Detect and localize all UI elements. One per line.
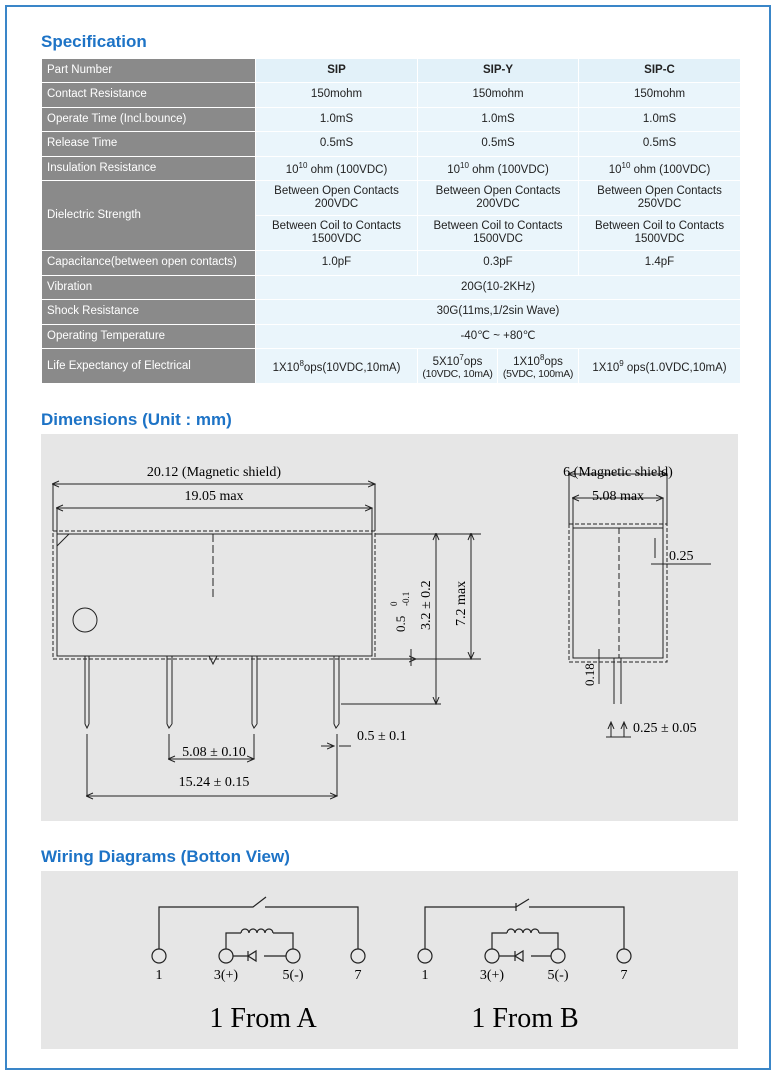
dim-shield-thickness: 0.25 [669, 549, 694, 564]
dim-shield-width: 6 (Magnetic shield) [563, 465, 673, 480]
table-header-row [42, 59, 741, 83]
header-sip-c: SIP-C [579, 59, 741, 83]
cell-value: $10^{10}$ ohm (100VDC) [418, 156, 579, 181]
pins [85, 656, 339, 728]
dim-shield-length: 20.12 (Magnetic shield) [146, 465, 282, 480]
table-row [42, 300, 741, 325]
cell-value: 150mohm [579, 83, 741, 108]
cell-value: Between Coil to Contacts 1500VDC [256, 216, 418, 251]
wiring-panel [41, 871, 738, 1049]
table-row [42, 83, 741, 108]
cell-value: Between Open Contacts 200VDC [418, 181, 579, 216]
cell-value: 150mohm [256, 83, 418, 108]
row-label: Capacitance(between open contacts) [42, 251, 256, 276]
cell-value: $10^{10}$ ohm (100VDC) [579, 156, 741, 181]
row-label: Release Time [42, 132, 256, 157]
row-label: Contact Resistance [42, 83, 256, 108]
dim-tol-lower: -0.1 [401, 591, 411, 606]
cell-value: 150mohm [418, 83, 579, 108]
row-label: Vibration [42, 275, 256, 300]
dim-pin-span: 15.24 ± 0.15 [178, 775, 250, 790]
table-row [42, 251, 741, 276]
row-label: Life Expectancy of Electrical [42, 349, 256, 384]
cell-value: 1.0mS [256, 107, 418, 132]
end-body [573, 528, 663, 658]
cell-value: $1X10^9$ ops(1.0VDC,10mA) [579, 349, 741, 384]
dim-body-width: 5.08 max [591, 489, 645, 504]
diagram-b-title: 1 From B [471, 1003, 579, 1034]
header-sip: SIP [256, 59, 418, 83]
cell-value: 0.5mS [418, 132, 579, 157]
cell-value: $1X10^8ops$ (5VDC, 100mA) [498, 349, 579, 384]
table-row [42, 132, 741, 157]
dim-pin-thickness: 0.25 ± 0.05 [633, 721, 697, 736]
row-label: Shock Resistance [42, 300, 256, 325]
pin-label: 1 [155, 968, 163, 983]
wiring-diagram-b [418, 899, 631, 963]
dim-pin-width: 0.5 ± 0.1 [357, 729, 407, 744]
dim-pin-offset: 0.5 [393, 615, 408, 632]
pin-label: 5(-) [282, 968, 304, 983]
cell-value: Between Coil to Contacts 1500VDC [579, 216, 741, 251]
cell-value: Between Coil to Contacts 1500VDC [418, 216, 579, 251]
pin-label: 7 [620, 968, 628, 983]
dimensions-drawing [41, 434, 738, 821]
table-row [42, 181, 741, 216]
cell-value: 20G(10-2KHz) [256, 275, 741, 300]
cell-value: Between Open Contacts 250VDC [579, 181, 741, 216]
dim-pin-side: 0.18 [582, 663, 597, 686]
header-part-number: Part Number [42, 59, 256, 83]
cell-value: $10^{10}$ ohm (100VDC) [256, 156, 418, 181]
cell-value: Between Open Contacts 200VDC [256, 181, 418, 216]
wiring-drawing [41, 871, 738, 1049]
cell-value: 0.5mS [579, 132, 741, 157]
cell-value: 1.0mS [579, 107, 741, 132]
pin-label: 5(-) [547, 968, 569, 983]
cell-value: 1.4pF [579, 251, 741, 276]
cell-value: $5X10^7ops$ (10VDC, 10mA) [418, 349, 498, 384]
table-row [42, 349, 741, 384]
row-label: Operating Temperature [42, 324, 256, 349]
cell-value: 0.5mS [256, 132, 418, 157]
wiring-heading: Wiring Diagrams (Botton View) [41, 847, 290, 866]
dim-pin-height: 3.2 ± 0.2 [419, 580, 434, 630]
wiring-diagram-a [152, 897, 365, 963]
header-sip-y: SIP-Y [418, 59, 579, 83]
diagram-a-title: 1 From A [209, 1003, 317, 1034]
dim-total-height: 7.2 max [454, 580, 469, 626]
table-row [42, 275, 741, 300]
pin-label: 7 [354, 968, 362, 983]
row-label: Operate Time (Incl.bounce) [42, 107, 256, 132]
cell-value: 0.3pF [418, 251, 579, 276]
table-row [42, 324, 741, 349]
dimensions-heading: Dimensions (Unit : mm) [41, 410, 232, 429]
relay-body [57, 534, 372, 656]
table-row [42, 156, 741, 181]
dim-body-length: 19.05 max [184, 489, 244, 504]
row-label: Insulation Resistance [42, 156, 256, 181]
spec-table [41, 58, 741, 384]
dim-pin-pitch: 5.08 ± 0.10 [182, 745, 246, 760]
cell-value: $1X10^8ops(10VDC,10mA)$ [256, 349, 418, 384]
row-label: Dielectric Strength [42, 181, 256, 251]
cell-value: 1.0mS [418, 107, 579, 132]
end-pin [614, 658, 621, 704]
pin-label: 3(+) [213, 968, 239, 983]
cell-value: 1.0pF [256, 251, 418, 276]
cell-value: -40℃ ~ +80℃ [256, 324, 741, 349]
dim-tol-upper: 0 [389, 601, 399, 606]
cell-value: 30G(11ms,1/2sin Wave) [256, 300, 741, 325]
spec-heading: Specification [41, 32, 147, 51]
pin-label: 3(+) [479, 968, 505, 983]
pin-label: 1 [421, 968, 429, 983]
dimensions-panel [41, 434, 738, 821]
table-row [42, 107, 741, 132]
